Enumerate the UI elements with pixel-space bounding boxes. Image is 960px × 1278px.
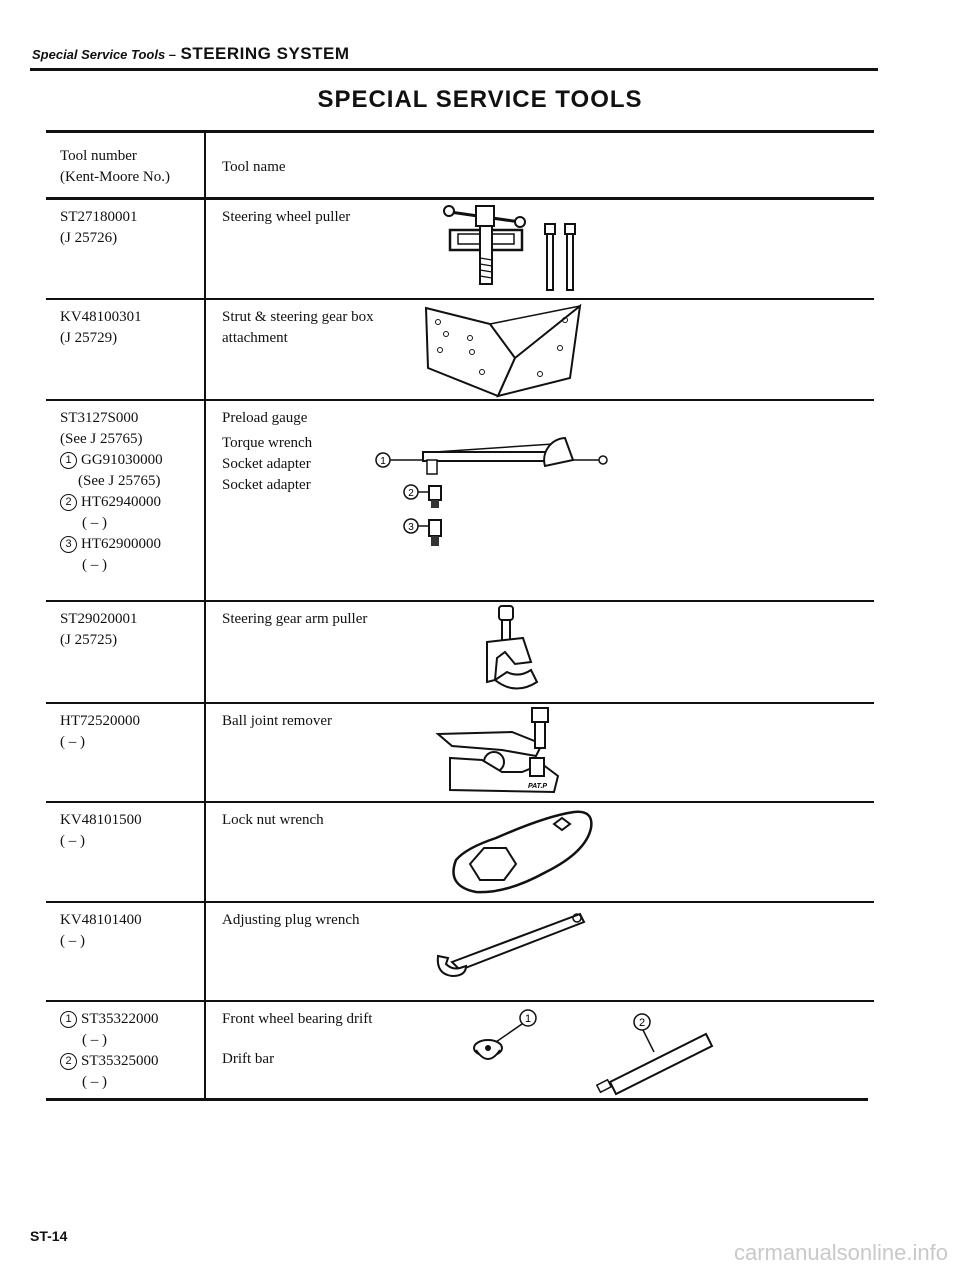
callout-2-badge: 2 — [60, 494, 77, 511]
watermark: carmanualsonline.info — [733, 1240, 948, 1265]
tool-name: Steering gear arm puller — [222, 611, 368, 627]
front-wheel-bearing-drift-illustration — [440, 1004, 720, 1096]
component-number-text: ST35325000 — [81, 1053, 159, 1069]
tool-name-cell — [222, 307, 374, 349]
page-title: SPECIAL SERVICE TOOLS — [317, 86, 643, 113]
component-number — [60, 534, 163, 555]
tool-name: Adjusting plug wrench — [222, 912, 360, 928]
column-divider — [204, 130, 206, 1100]
tool-name: Lock nut wrench — [222, 812, 324, 828]
component-number-text: GG91030000 — [81, 452, 163, 468]
svg-text:1: 1 — [524, 1013, 532, 1025]
row-divider — [46, 399, 874, 401]
tool-number-cell — [60, 910, 142, 952]
row-divider — [46, 1000, 874, 1002]
tool-name: Preload gauge — [222, 410, 308, 426]
kent-moore-number: (J 25726) — [60, 230, 118, 246]
callout-1-badge: 1 — [60, 1011, 77, 1028]
tool-name: Strut & steering gear box — [222, 309, 374, 325]
tool-name-cell — [222, 810, 324, 831]
tool-number-cell — [60, 207, 138, 249]
running-header — [32, 44, 350, 64]
tool-number-cell — [60, 1009, 159, 1093]
tool-name: Ball joint remover — [222, 713, 332, 729]
component-kent-moore: (See J 25765) — [78, 473, 161, 489]
tool-name: Steering wheel puller — [222, 209, 351, 225]
tool-name-cell — [222, 711, 332, 732]
column-header-tool-number — [60, 146, 170, 188]
steering-wheel-puller-illustration — [440, 200, 590, 295]
kent-moore-number: (See J 25765) — [60, 431, 143, 447]
kent-moore-number: (J 25725) — [60, 632, 118, 648]
callout-1-badge: 1 — [60, 452, 77, 469]
system-label: STEERING SYSTEM — [180, 44, 350, 63]
tool-name: Drift bar — [222, 1051, 275, 1067]
column-header-tool-name: Tool name — [222, 159, 286, 175]
ball-joint-remover-illustration — [432, 702, 572, 798]
tool-name: Socket adapter — [222, 477, 311, 493]
tool-number-cell — [60, 810, 142, 852]
tool-name: Socket adapter — [222, 456, 311, 472]
kent-moore-number: ( – ) — [60, 734, 85, 750]
lock-nut-wrench-illustration — [436, 802, 606, 898]
page-number: ST-14 — [30, 1228, 68, 1244]
pat-p-mark: PAT.P — [528, 783, 548, 790]
svg-text:2: 2 — [638, 1017, 646, 1029]
tool-name-cell — [222, 910, 359, 931]
tool-name: Torque wrench — [222, 435, 313, 451]
kent-moore-number: (J 25729) — [60, 330, 118, 346]
tool-number-cell — [60, 711, 140, 753]
component-number-text: HT62940000 — [81, 494, 161, 510]
tool-number-cell — [60, 307, 142, 349]
tool-number: ST27180001 — [60, 209, 138, 225]
tool-name: Front wheel bearing drift — [222, 1011, 373, 1027]
column-header-line: Tool number — [60, 148, 137, 164]
component-number — [60, 450, 163, 471]
callout-3-badge: 3 — [60, 536, 77, 553]
component-number — [60, 1051, 159, 1072]
tool-name-cell — [222, 609, 367, 630]
row-divider — [46, 600, 874, 602]
kent-moore-number: ( – ) — [60, 933, 85, 949]
tool-name-cell — [222, 207, 350, 228]
component-number-text: HT62900000 — [81, 536, 161, 552]
tool-number: KV48101400 — [60, 912, 142, 928]
svg-text:3: 3 — [408, 522, 414, 533]
tool-number-cell — [60, 609, 138, 651]
svg-text:1: 1 — [380, 456, 386, 467]
header-rule — [30, 68, 878, 71]
component-kent-moore: ( – ) — [82, 1074, 107, 1090]
svg-text:2: 2 — [408, 488, 414, 499]
table-bottom-rule — [46, 1098, 868, 1101]
section-label: Special Service Tools – — [32, 47, 177, 62]
adjusting-plug-wrench-illustration — [432, 906, 592, 986]
component-kent-moore: ( – ) — [82, 557, 107, 573]
steering-gear-arm-puller-illustration — [475, 602, 545, 698]
component-kent-moore: ( – ) — [82, 515, 107, 531]
tool-name: attachment — [222, 330, 288, 346]
kent-moore-number: ( – ) — [60, 833, 85, 849]
component-number — [60, 1009, 159, 1030]
row-divider — [46, 901, 874, 903]
tool-number: ST29020001 — [60, 611, 138, 627]
column-header-line: (Kent-Moore No.) — [60, 169, 170, 185]
table-top-rule — [46, 130, 874, 133]
tool-number-cell — [60, 408, 163, 576]
tool-number: KV48101500 — [60, 812, 142, 828]
tool-number: KV48100301 — [60, 309, 142, 325]
tool-name-cell — [222, 1009, 372, 1070]
tool-name-cell — [222, 408, 312, 496]
callout-2-badge: 2 — [60, 1053, 77, 1070]
component-number-text: ST35322000 — [81, 1011, 159, 1027]
component-number — [60, 492, 163, 513]
component-kent-moore: ( – ) — [82, 1032, 107, 1048]
tool-number: HT72520000 — [60, 713, 140, 729]
strut-steering-gear-box-attachment-illustration — [420, 298, 600, 398]
tool-number: ST3127S000 — [60, 410, 139, 426]
preload-gauge-illustration — [375, 430, 615, 555]
